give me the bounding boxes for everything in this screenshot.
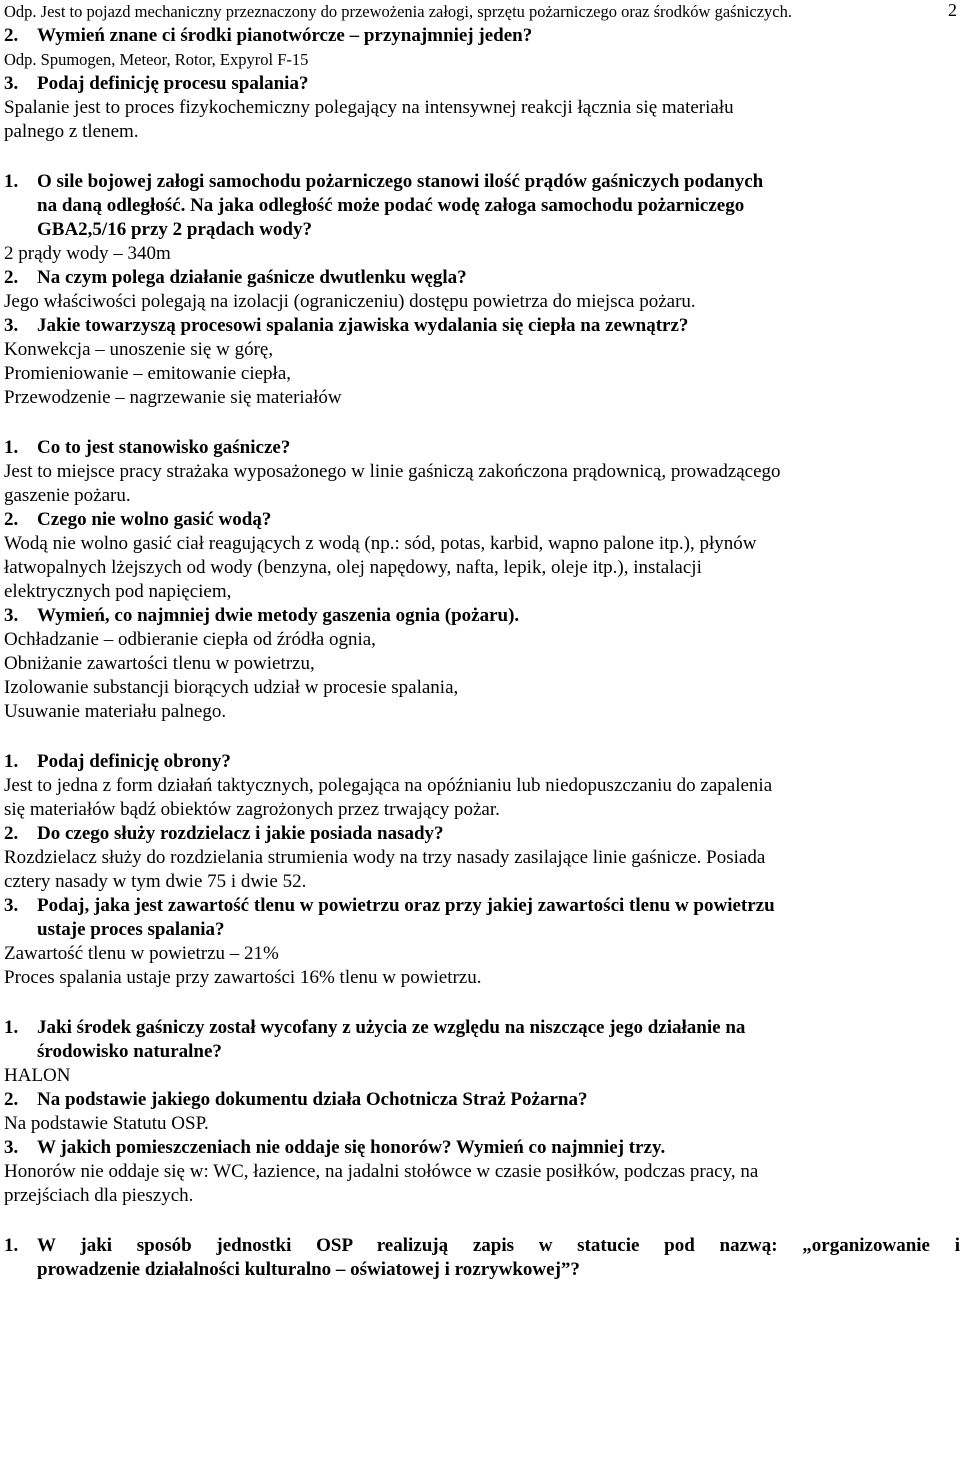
question-number: 2. [4, 267, 19, 288]
question-continuation: GBA2,5/16 przy 2 prądach wody? [37, 219, 312, 240]
qa-section [4, 436, 960, 724]
answer-line: Przewodzenie – nagrzewanie się materiałów [4, 387, 342, 408]
answer-line: Zawartość tlenu w powietrzu – 21% [4, 943, 279, 964]
answer-line: HALON [4, 1065, 71, 1086]
answer-line: Jest to jedna z form działań taktycznych, polegająca na opóźnianiu lub niedopuszczaniu do zapalenia [4, 775, 773, 796]
question-number: 3. [4, 895, 19, 916]
page-number: 2 [948, 0, 957, 20]
section-spacer [4, 144, 960, 170]
question [4, 894, 960, 918]
answer-line: się materiałów bądź obiektów zagrożonych przez trwający pożar. [4, 799, 500, 820]
section-spacer [4, 724, 960, 750]
question-text: Do czego służy rozdzielacz i jakie posiada nasady? [37, 823, 444, 844]
answer-line: Konwekcja – unoszenie się w górę, [4, 339, 274, 360]
question-number: 2. [4, 823, 19, 844]
question-text: W jakich pomieszczeniach nie oddaje się honorów? Wymień co najmniej trzy. [37, 1137, 666, 1158]
qa-section [4, 1016, 960, 1208]
question [4, 1016, 960, 1040]
question-text: Na czym polega działanie gaśnicze dwutlenku węgla? [37, 267, 467, 288]
question [4, 1136, 960, 1160]
section-spacer [4, 1208, 960, 1234]
question-text: Wymień, co najmniej dwie metody gaszenia ognia (pożaru). [37, 605, 520, 626]
question-number: 1. [4, 1017, 19, 1038]
question-text: Podaj, jaka jest zawartość tlenu w powietrzu oraz przy jakiej zawartości tlenu w powietrzu [37, 895, 775, 916]
answer-line: Jego właściwości polegają na izolacji (ograniczeniu) dostępu powietrza do miejsca pożaru. [4, 291, 696, 312]
answer-line: Wodą nie wolno gasić ciał reagujących z wodą (np.: sód, potas, karbid, wapno palone itp.), płynów [4, 533, 757, 554]
question [4, 750, 960, 774]
answer-line: Jest to miejsce pracy strażaka wyposażonego w linie gaśniczą zakończona prądownicą, prowadzącego [4, 461, 781, 482]
qa-section [4, 750, 960, 990]
answer-line: gaszenie pożaru. [4, 485, 131, 506]
question-number: 1. [4, 1235, 19, 1256]
answer-line: elektrycznych pod napięciem, [4, 581, 232, 602]
qa-section [4, 170, 960, 410]
question-number: 2. [4, 509, 19, 530]
question-text: Na podstawie jakiego dokumentu działa Ochotnicza Straż Pożarna? [37, 1089, 588, 1110]
question [4, 1088, 960, 1112]
question-text: Czego nie wolno gasić wodą? [37, 509, 272, 530]
answer-line: Izolowanie substancji biorących udział w procesie spalania, [4, 677, 459, 698]
question-number: 1. [4, 751, 19, 772]
question-number: 3. [4, 605, 19, 626]
answer-line: Rozdzielacz służy do rozdzielania strumienia wody na trzy nasady zasilające linie gaśnicze. Posiada [4, 847, 766, 868]
answer-line: Ochładzanie – odbieranie ciepła od źródła ognia, [4, 629, 376, 650]
question-text: Co to jest stanowisko gaśnicze? [37, 437, 291, 458]
answer-line: Proces spalania ustaje przy zawartości 16% tlenu w powietrzu. [4, 967, 482, 988]
question-text: Podaj definicję procesu spalania? [37, 73, 309, 94]
section-spacer [4, 410, 960, 436]
question-number: 2. [4, 25, 19, 46]
question [4, 314, 960, 338]
question-text: W jaki sposób jednostki OSP realizują zapis w statucie pod nazwą: „organizowanie i [37, 1235, 960, 1256]
answer-line: przejściach dla pieszych. [4, 1185, 194, 1206]
document-body [4, 0, 960, 1282]
question-continuation: na daną odległość. Na jaka odległość może podać wodę załoga samochodu pożarniczego [37, 195, 745, 216]
question [4, 436, 960, 460]
answer-line: palnego z tlenem. [4, 121, 139, 142]
answer-line: Obniżanie zawartości tlenu w powietrzu, [4, 653, 315, 674]
question-number: 1. [4, 171, 19, 192]
question [4, 72, 960, 96]
question-text: Jakie towarzyszą procesowi spalania zjawiska wydalania się ciepła na zewnątrz? [37, 315, 689, 336]
answer-line: Odp. Jest to pojazd mechaniczny przeznaczony do przewożenia załogi, sprzętu pożarniczego oraz środków gaśniczych. [4, 2, 792, 21]
question [4, 822, 960, 846]
question-number: 3. [4, 315, 19, 336]
answer-line: łatwopalnych lżejszych od wody (benzyna, olej napędowy, nafta, lepik, oleje itp.), instalacji [4, 557, 702, 578]
question-text: O sile bojowej załogi samochodu pożarniczego stanowi ilość prądów gaśniczych podanych [37, 171, 764, 192]
question-number: 3. [4, 73, 19, 94]
answer-line: Usuwanie materiału palnego. [4, 701, 227, 722]
question [4, 266, 960, 290]
question [4, 1234, 960, 1258]
answer-line: Promieniowanie – emitowanie ciepła, [4, 363, 292, 384]
question-number: 1. [4, 437, 19, 458]
question-continuation: prowadzenie działalności kulturalno – oświatowej i rozrywkowej”? [37, 1259, 580, 1280]
answer-line: Na podstawie Statutu OSP. [4, 1113, 209, 1134]
question-continuation: ustaje proces spalania? [37, 919, 225, 940]
question-text: Wymień znane ci środki pianotwórcze – przynajmniej jeden? [37, 25, 533, 46]
question [4, 170, 960, 194]
qa-section [4, 1234, 960, 1282]
question-text: Podaj definicję obrony? [37, 751, 231, 772]
answer-line: 2 prądy wody – 340m [4, 243, 171, 264]
question-continuation: środowisko naturalne? [37, 1041, 222, 1062]
question [4, 24, 960, 48]
answer-line: cztery nasady w tym dwie 75 i dwie 52. [4, 871, 307, 892]
answer-line: Honorów nie oddaje się w: WC, łazience, na jadalni stołówce w czasie posiłków, podczas pracy, na [4, 1161, 759, 1182]
question [4, 604, 960, 628]
section-spacer [4, 990, 960, 1016]
question-number: 2. [4, 1089, 19, 1110]
answer-line: Spalanie jest to proces fizykochemiczny polegający na intensywnej reakcji łącznia się materiału [4, 97, 734, 118]
question [4, 508, 960, 532]
qa-section [4, 0, 960, 144]
question-number: 3. [4, 1137, 19, 1158]
question-text: Jaki środek gaśniczy został wycofany z użycia ze względu na niszczące jego działanie na [37, 1017, 746, 1038]
answer-line: Odp. Spumogen, Meteor, Rotor, Expyrol F-15 [4, 50, 309, 69]
